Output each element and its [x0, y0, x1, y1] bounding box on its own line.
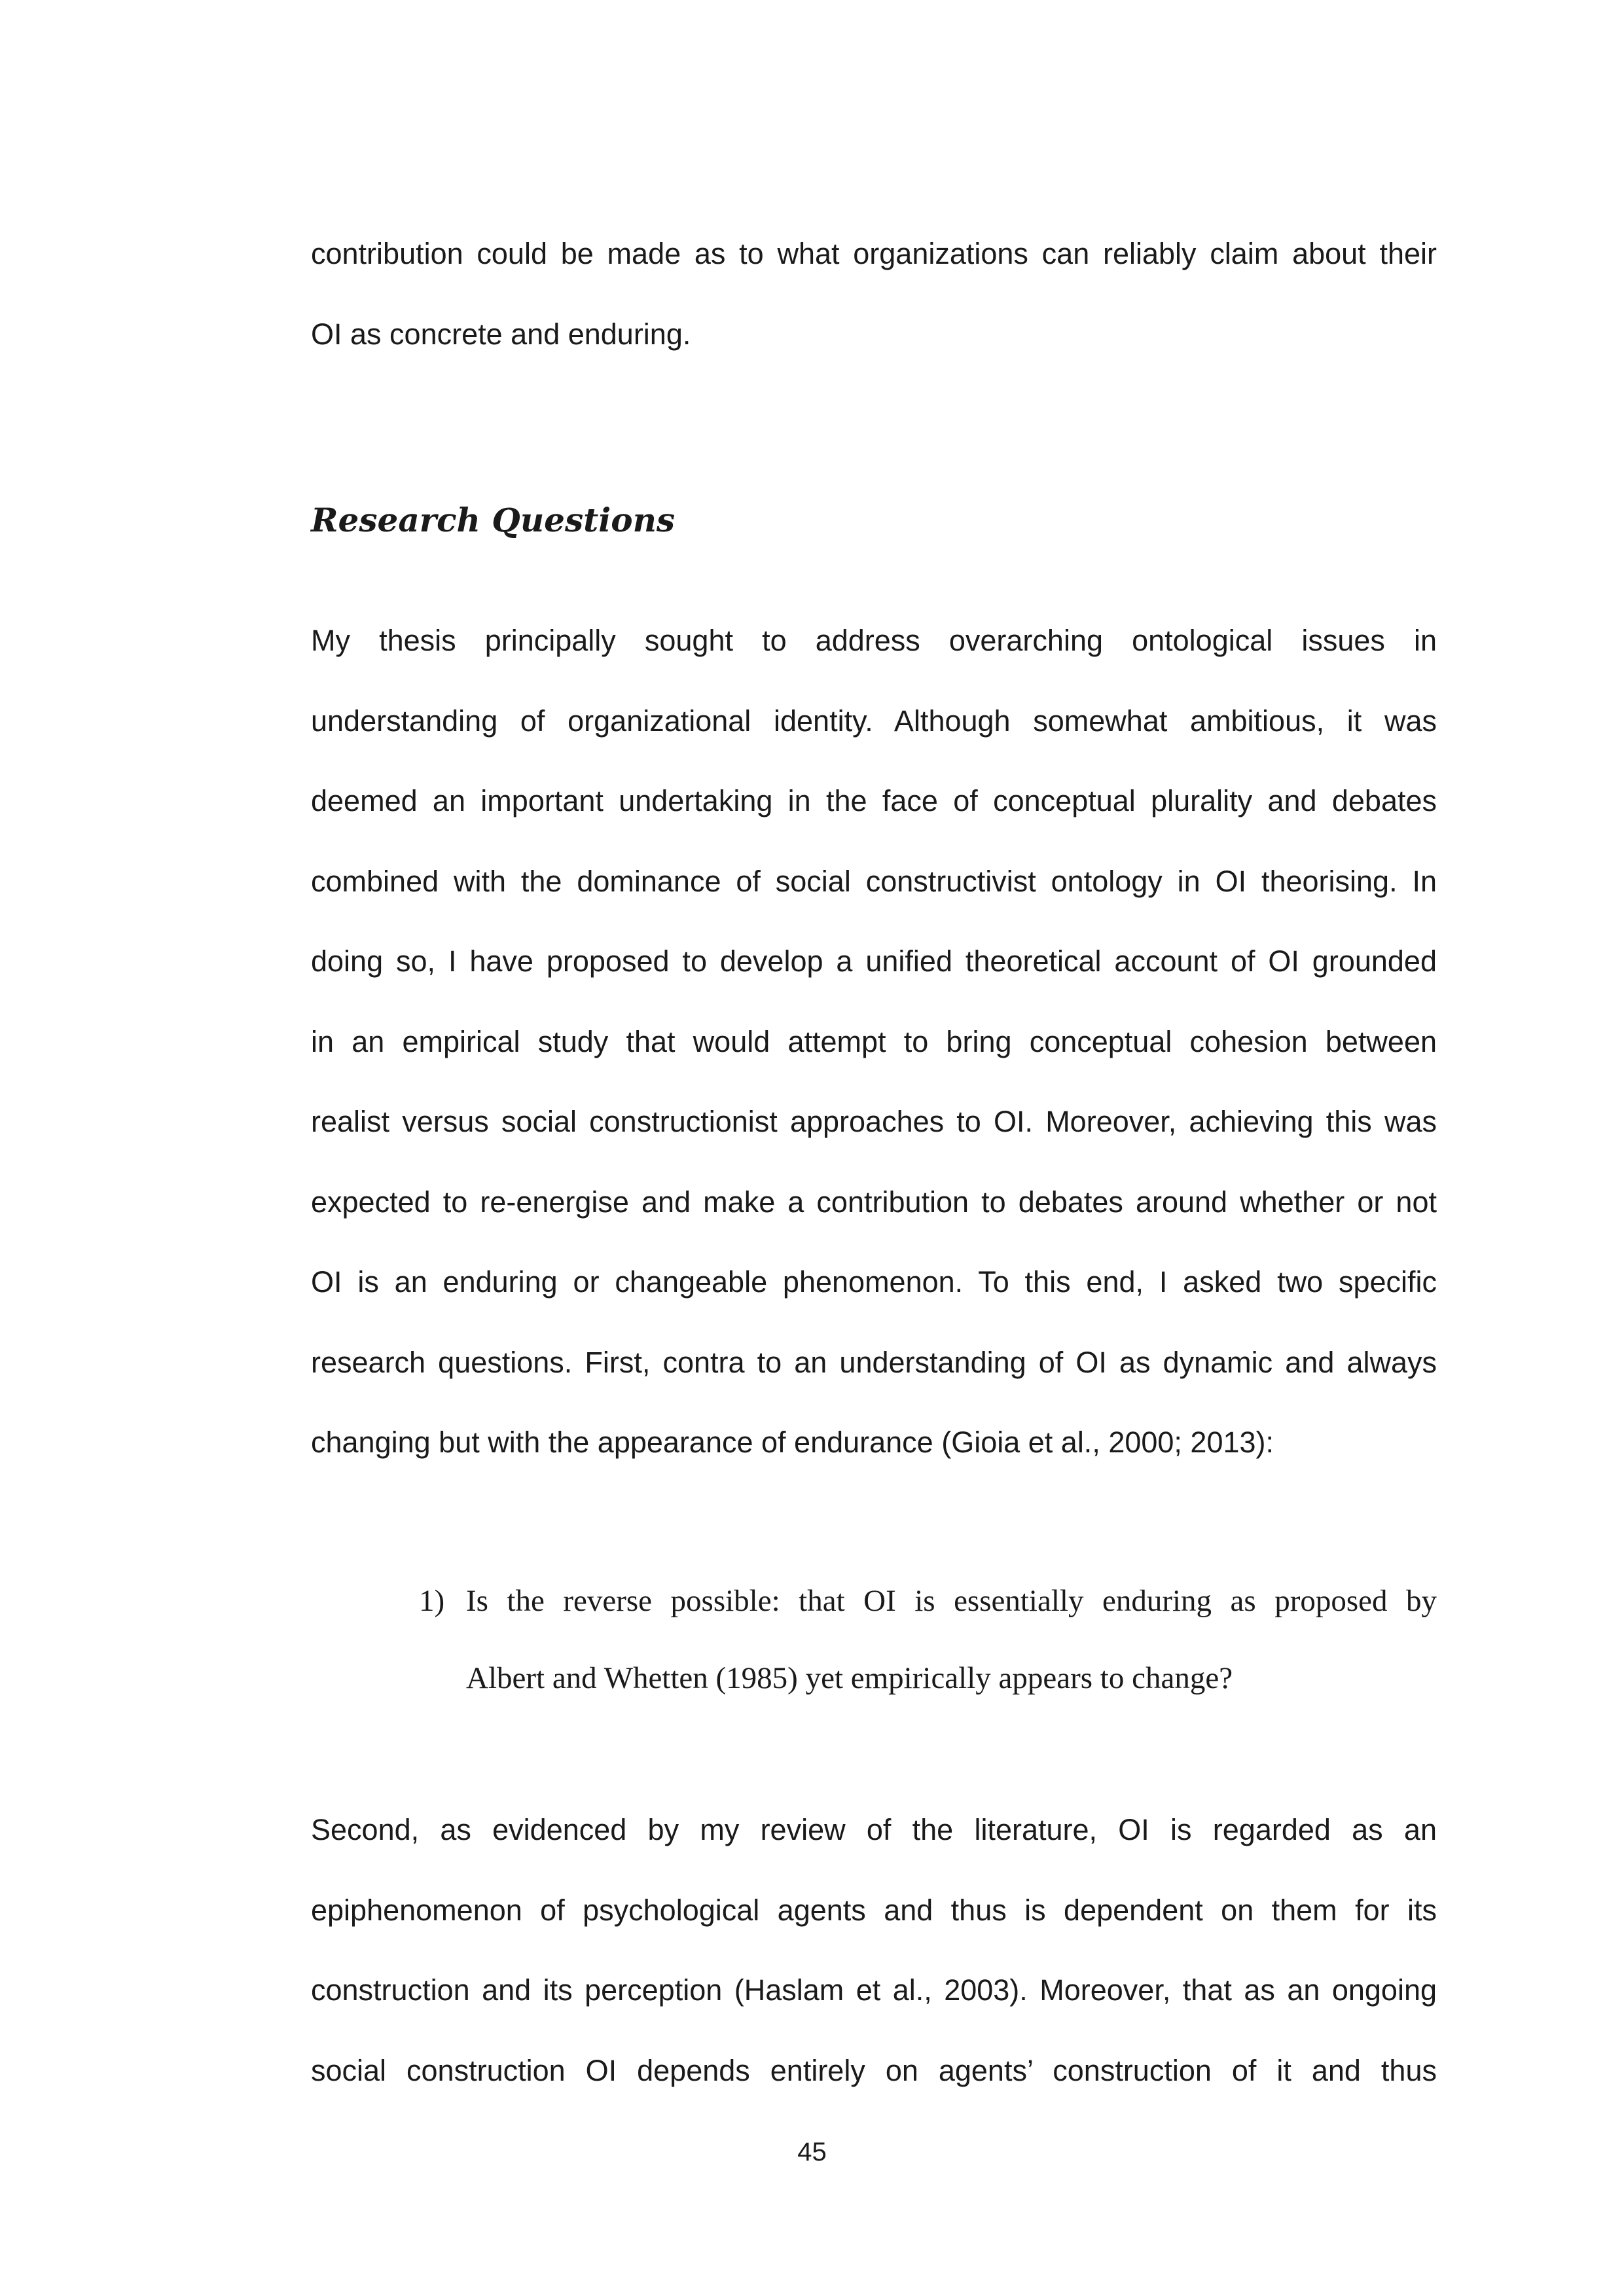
list-number: 1)	[419, 1584, 445, 1618]
text-line: combined with the dominance of social constructivist ontology in OI theorising. In	[311, 864, 1437, 898]
intro-paragraph	[311, 214, 1437, 374]
question-text	[466, 1562, 1437, 1717]
text-line: changing but with the appearance of endurance (Gioia et al., 2000; 2013):	[311, 1426, 1274, 1459]
text-line: OI as concrete and enduring.	[311, 317, 691, 351]
text-line: construction and its perception (Haslam et al., 2003). Moreover, that as an ongoing	[311, 1973, 1437, 2007]
text-line: contribution could be made as to what organizations can reliably claim about their	[311, 237, 1437, 270]
text-line: realist versus social constructionist approaches to OI. Moreover, achieving this was	[311, 1105, 1437, 1138]
research-question-1	[419, 1562, 1437, 1717]
paragraph-second-question	[311, 1790, 1437, 2111]
text-line: doing so, I have proposed to develop a unified theoretical account of OI grounded	[311, 944, 1437, 978]
text-line: social construction OI depends entirely on agents’ construction of it and thus	[311, 2053, 1437, 2087]
text-line: Second, as evidenced by my review of the literature, OI is regarded as an	[311, 1813, 1437, 1846]
section-heading: Research Questions	[311, 501, 676, 539]
text-line: Albert and Whetten (1985) yet empirically appears to change?	[466, 1661, 1233, 1695]
text-line: understanding of organizational identity. Although somewhat ambitious, it was	[311, 704, 1437, 738]
text-line: research questions. First, contra to an understanding of OI as dynamic and always	[311, 1345, 1437, 1379]
text-line: in an empirical study that would attempt to bring conceptual cohesion between	[311, 1024, 1437, 1058]
text-line: Is the reverse possible: that OI is essentially enduring as proposed by	[466, 1584, 1437, 1618]
text-line: expected to re-energise and make a contribution to debates around whether or not	[311, 1185, 1437, 1219]
paragraph-research-aims	[311, 601, 1437, 1483]
text-line: deemed an important undertaking in the face of conceptual plurality and debates	[311, 784, 1437, 817]
text-line: OI is an enduring or changeable phenomenon. To this end, I asked two specific	[311, 1265, 1437, 1299]
text-line: My thesis principally sought to address overarching ontological issues in	[311, 624, 1437, 657]
text-line: epiphenomenon of psychological agents and thus is dependent on them for its	[311, 1893, 1437, 1927]
page-number: 45	[797, 2138, 827, 2166]
